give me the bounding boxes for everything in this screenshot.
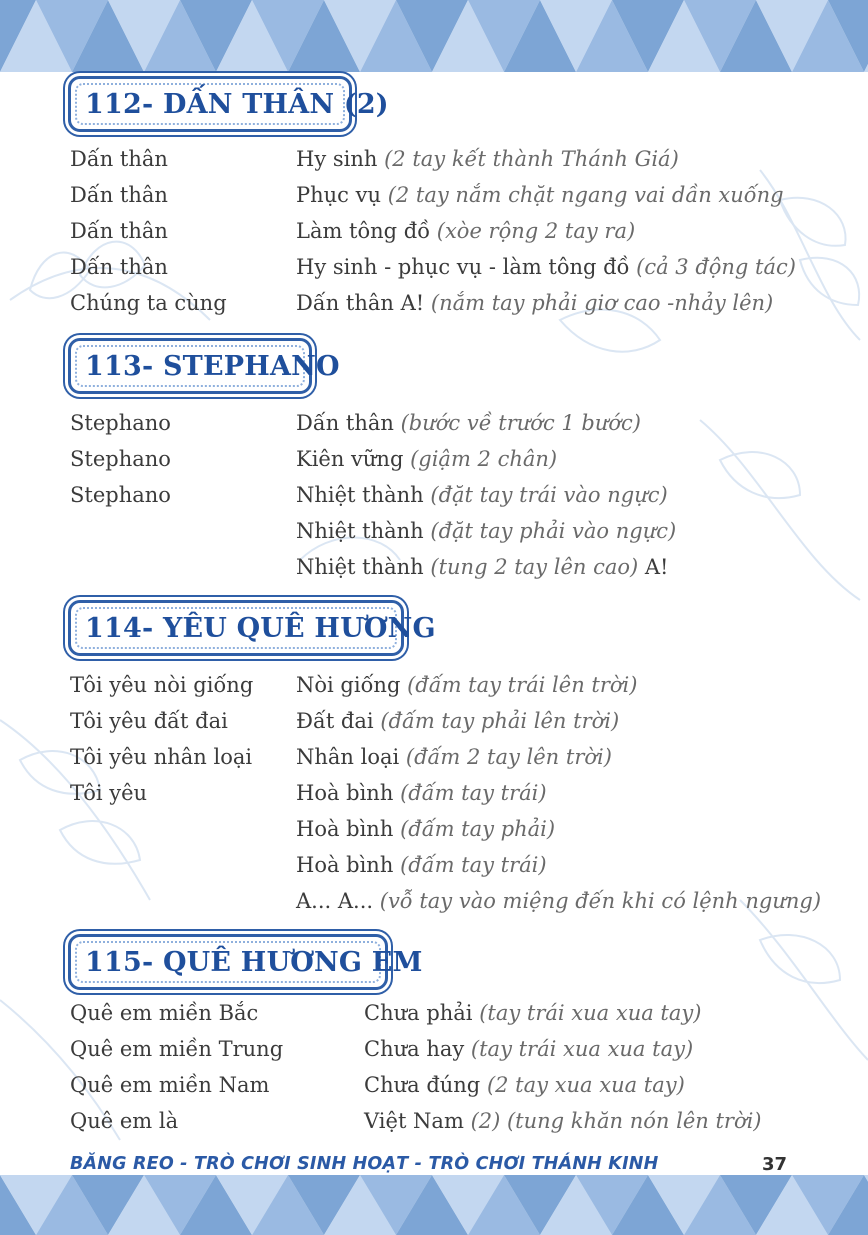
verse-response — [296, 848, 547, 882]
verse-lead: Dấn thân — [70, 255, 168, 279]
bottom-triangle-border — [0, 1175, 868, 1235]
section-heading: 114- YÊU QUÊ HƯƠNG — [85, 612, 436, 644]
verse-row — [0, 848, 868, 882]
verse-response — [296, 514, 676, 548]
verse-lead: Chúng ta cùng — [70, 291, 227, 315]
verse-lead: Quê em miền Trung — [70, 1037, 284, 1061]
verse-lead: Tôi yêu nhân loại — [70, 745, 253, 769]
verse-row — [0, 1032, 868, 1066]
response-text: Việt Nam — [364, 1109, 464, 1133]
verse-response — [296, 406, 641, 440]
verse-response — [296, 550, 668, 584]
verse-row — [0, 704, 868, 738]
verse-row — [0, 178, 868, 212]
section-heading: 113- STEPHANO — [85, 350, 340, 382]
section-heading: 112- DẤN THÂN (2) — [85, 88, 389, 120]
footer-title: BĂNG REO - TRÒ CHƠI SINH HOẠT - TRÒ CHƠI THÁNH KINH — [70, 1154, 659, 1174]
action-note: (đấm tay trái lên trời) — [407, 673, 638, 697]
verse-response — [364, 1032, 693, 1066]
verse-row — [0, 996, 868, 1030]
verse-row — [0, 1104, 868, 1138]
action-note: (đặt tay trái vào ngực) — [430, 483, 668, 507]
verse-row — [0, 286, 868, 320]
response-text: Nhiệt thành — [296, 483, 424, 507]
verse-response — [364, 996, 701, 1030]
verse-response — [364, 1104, 762, 1138]
verse-row — [0, 142, 868, 176]
verse-row — [0, 442, 868, 476]
response-text: Dấn thân A! — [296, 291, 425, 315]
verse-lead: Stephano — [70, 447, 171, 471]
response-text: Chưa hay — [364, 1037, 465, 1061]
action-note: (đấm 2 tay lên trời) — [405, 745, 612, 769]
verse-row — [0, 740, 868, 774]
verse-lead: Quê em miền Bắc — [70, 1001, 259, 1025]
verse-lead: Quê em miền Nam — [70, 1073, 270, 1097]
verse-row — [0, 406, 868, 440]
response-text: Hoà bình — [296, 817, 394, 841]
verse-lead: Stephano — [70, 411, 171, 435]
verse-row — [0, 478, 868, 512]
verse-response — [296, 478, 668, 512]
response-text: Dấn thân — [296, 411, 394, 435]
top-triangle-border — [0, 0, 868, 72]
action-note: (đấm tay phải) — [400, 817, 556, 841]
action-note: (vỗ tay vào miệng đến khi có lệnh ngưng) — [379, 889, 822, 913]
verse-response — [296, 142, 679, 176]
verse-row — [0, 214, 868, 248]
action-note: (tay trái xua xua tay) — [479, 1001, 702, 1025]
verse-lead: Quê em là — [70, 1109, 179, 1133]
action-note: (2) (tung khăn nón lên trời) — [470, 1109, 762, 1133]
verse-lead: Dấn thân — [70, 147, 168, 171]
action-note: (đặt tay phải vào ngực) — [430, 519, 677, 543]
verse-row — [0, 1068, 868, 1102]
verse-response — [296, 178, 784, 212]
verse-response — [296, 442, 557, 476]
response-text: Chưa đúng — [364, 1073, 481, 1097]
action-note: (tay trái xua xua tay) — [470, 1037, 694, 1061]
section-heading-box — [68, 600, 436, 656]
response-text: Nhiệt thành — [296, 519, 424, 543]
page-number: 37 — [762, 1154, 788, 1175]
section-heading-box — [68, 338, 340, 394]
response-text: Chưa phải — [364, 1001, 473, 1025]
verse-row — [0, 776, 868, 810]
verse-response — [296, 286, 773, 320]
verse-response — [296, 884, 821, 918]
verse-row — [0, 550, 868, 584]
verse-row — [0, 250, 868, 284]
verse-row — [0, 668, 868, 702]
action-note: (đấm tay trái) — [400, 781, 547, 805]
verse-lead: Dấn thân — [70, 183, 168, 207]
verse-lead: Tôi yêu — [70, 781, 148, 805]
response-text: Hoà bình — [296, 853, 394, 877]
verse-lead: Tôi yêu nòi giống — [70, 673, 254, 697]
action-note: (nắm tay phải giơ cao -nhảy lên) — [430, 291, 774, 315]
verse-response — [296, 668, 637, 702]
section-heading: 115- QUÊ HƯƠNG EM — [85, 946, 423, 978]
response-text: Nhân loại — [296, 745, 400, 769]
verse-response — [296, 214, 635, 248]
response-text: A... A... — [296, 889, 374, 913]
action-note: (bước về trước 1 bước) — [400, 411, 641, 435]
verse-row — [0, 514, 868, 548]
action-note: (tung 2 tay lên cao) — [430, 555, 639, 579]
verse-row — [0, 884, 868, 918]
section-heading-box — [68, 76, 389, 132]
response-text: Làm tông đồ — [296, 219, 431, 243]
verse-lead: Stephano — [70, 483, 171, 507]
response-text: Hoà bình — [296, 781, 394, 805]
response-text: Phục vụ — [296, 183, 382, 207]
verse-response — [364, 1068, 685, 1102]
action-note: (đấm tay phải lên trời) — [380, 709, 620, 733]
response-text: Nòi giống — [296, 673, 401, 697]
verse-response — [296, 704, 619, 738]
action-note: (xòe rộng 2 tay ra) — [436, 219, 636, 243]
response-text: Kiên vững — [296, 447, 404, 471]
verse-lead: Dấn thân — [70, 219, 168, 243]
action-note: (giậm 2 chân) — [410, 447, 558, 471]
response-tail: A! — [644, 555, 669, 579]
verse-lead: Tôi yêu đất đai — [70, 709, 228, 733]
action-note: (2 tay xua xua tay) — [486, 1073, 685, 1097]
response-text: Hy sinh - phục vụ - làm tông đồ — [296, 255, 630, 279]
verse-response — [296, 250, 796, 284]
verse-response — [296, 740, 612, 774]
verse-row — [0, 812, 868, 846]
verse-response — [296, 812, 555, 846]
verse-response — [296, 776, 547, 810]
action-note: (đấm tay trái) — [400, 853, 547, 877]
response-text: Hy sinh — [296, 147, 378, 171]
action-note: (cả 3 động tác) — [636, 255, 796, 279]
response-text: Nhiệt thành — [296, 555, 424, 579]
action-note: (2 tay nắm chặt ngang vai dần xuống — [387, 183, 784, 207]
action-note: (2 tay kết thành Thánh Giá) — [384, 147, 679, 171]
section-heading-box — [68, 934, 423, 990]
response-text: Đất đai — [296, 709, 374, 733]
